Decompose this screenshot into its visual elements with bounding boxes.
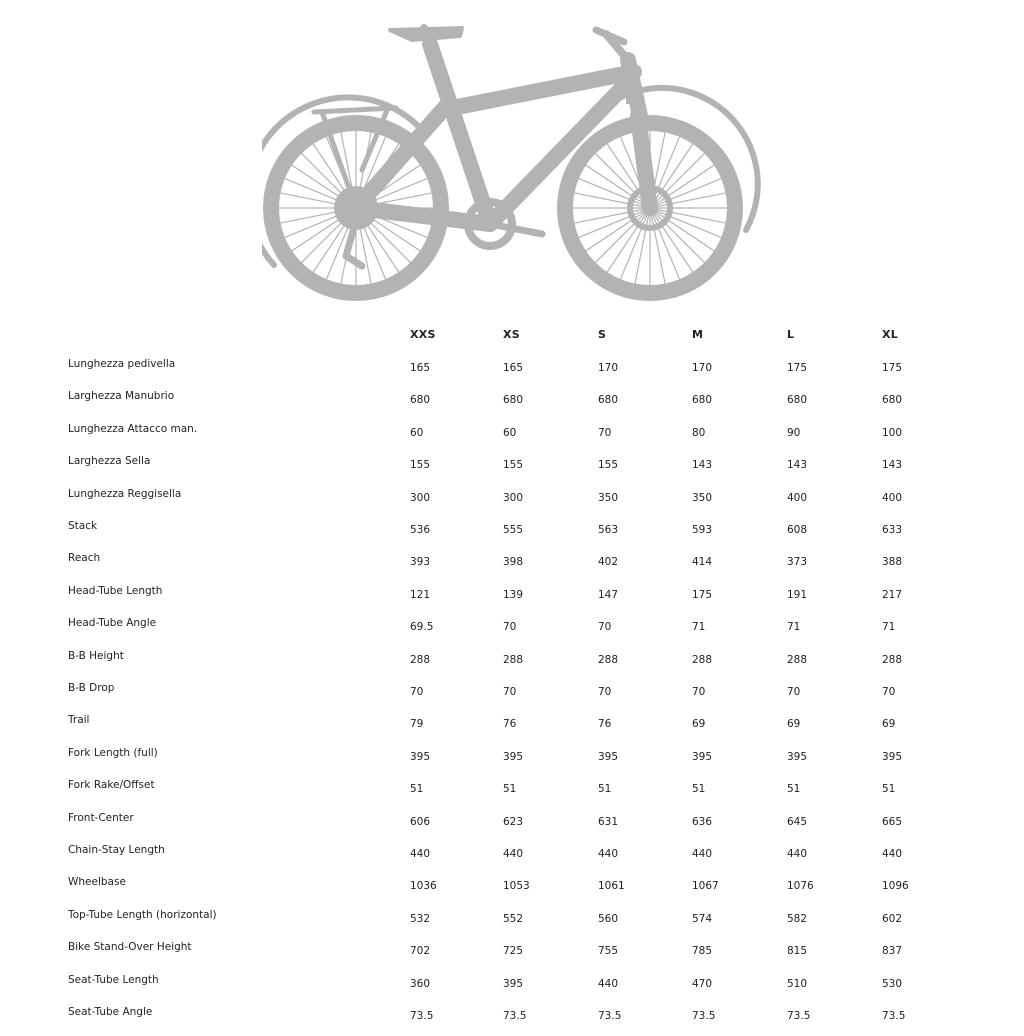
row-value-xs: 1053	[503, 880, 530, 893]
table-row	[0, 682, 1024, 712]
row-value-s: 563	[598, 524, 619, 536]
row-value-xl: 73.5	[882, 1010, 906, 1022]
row-value-s: 440	[598, 848, 619, 860]
table-row	[0, 779, 1024, 809]
row-value-xxs: 300	[410, 491, 431, 504]
row-value-xl: 175	[882, 362, 903, 374]
row-value-m: 395	[692, 750, 713, 763]
row-value-s: 1061	[598, 880, 625, 893]
table-row	[0, 390, 1024, 420]
row-value-s: 560	[598, 912, 619, 925]
row-value-xxs: 1036	[410, 880, 437, 893]
row-value-l: 510	[787, 977, 808, 990]
row-value-s: 147	[598, 588, 619, 601]
row-value-m: 288	[692, 653, 713, 666]
row-value-s: 70	[598, 686, 612, 698]
row-value-l: 191	[787, 588, 808, 601]
size-header-xl: XL	[882, 328, 899, 341]
table-row	[0, 617, 1024, 647]
row-value-xs: 555	[503, 524, 524, 536]
row-value-m: 785	[692, 945, 713, 958]
row-value-xxs: 51	[410, 783, 424, 796]
row-label: Larghezza Sella	[68, 455, 151, 468]
row-label: Chain-Stay Length	[68, 844, 165, 856]
row-value-m: 440	[692, 848, 713, 860]
row-value-xl: 633	[882, 524, 903, 536]
row-value-xl: 530	[882, 977, 903, 990]
row-value-s: 76	[598, 718, 612, 731]
row-value-m: 175	[692, 588, 713, 601]
row-value-xl: 1096	[882, 880, 909, 893]
row-value-xs: 70	[503, 621, 517, 634]
saddle	[390, 28, 462, 40]
table-row	[0, 455, 1024, 485]
row-value-l: 440	[787, 848, 808, 860]
row-value-m: 51	[692, 783, 706, 796]
row-value-l: 70	[787, 686, 801, 698]
row-value-m: 70	[692, 686, 706, 698]
row-value-m: 680	[692, 394, 713, 407]
row-value-s: 395	[598, 750, 619, 763]
row-label: Trail	[68, 714, 90, 727]
row-value-xl: 837	[882, 945, 903, 958]
row-label: Wheelbase	[68, 876, 126, 889]
row-value-s: 288	[598, 653, 619, 666]
row-value-xs: 60	[503, 426, 517, 439]
row-value-m: 574	[692, 912, 713, 925]
crank-arm	[490, 224, 542, 234]
row-value-xl: 71	[882, 621, 896, 634]
row-value-xxs: 532	[410, 912, 431, 925]
row-value-xl: 70	[882, 686, 896, 698]
row-value-xxs: 288	[410, 653, 431, 666]
row-value-l: 645	[787, 815, 808, 828]
row-value-l: 373	[787, 556, 808, 569]
table-row	[0, 876, 1024, 906]
bike-illustration	[262, 20, 762, 306]
row-value-xs: 165	[503, 362, 524, 374]
row-label: B-B Drop	[68, 682, 115, 694]
size-header-m: M	[692, 328, 704, 341]
table-row	[0, 747, 1024, 777]
row-value-xxs: 73.5	[410, 1010, 434, 1022]
row-label: Top-Tube Length (horizontal)	[68, 908, 217, 921]
table-row	[0, 585, 1024, 615]
row-value-xxs: 536	[410, 524, 431, 536]
row-value-m: 350	[692, 491, 713, 504]
row-value-xl: 217	[882, 588, 903, 601]
row-label: Seat-Tube Angle	[68, 1006, 153, 1018]
row-value-xl: 400	[882, 491, 903, 504]
row-value-l: 1076	[787, 880, 814, 893]
row-value-xl: 51	[882, 783, 896, 796]
row-value-xs: 51	[503, 783, 517, 796]
row-value-xxs: 70	[410, 686, 424, 698]
row-label: Lunghezza pedivella	[68, 358, 176, 370]
table-row	[0, 844, 1024, 874]
row-value-xl: 602	[882, 912, 903, 925]
row-value-xl: 388	[882, 556, 903, 569]
row-value-xxs: 121	[410, 588, 431, 601]
row-value-l: 582	[787, 912, 808, 925]
row-value-xxs: 69.5	[410, 621, 434, 634]
row-label: Lunghezza Reggisella	[68, 487, 182, 500]
row-value-m: 69	[692, 718, 706, 731]
row-value-m: 636	[692, 815, 713, 828]
row-value-xxs: 165	[410, 362, 431, 374]
row-label: Head-Tube Length	[68, 584, 163, 597]
row-value-m: 80	[692, 426, 706, 439]
row-label: Front-Center	[68, 811, 134, 824]
table-row	[0, 423, 1024, 453]
row-value-xs: 440	[503, 848, 524, 860]
row-value-l: 51	[787, 783, 801, 796]
row-value-xxs: 702	[410, 945, 431, 958]
row-value-l: 73.5	[787, 1010, 811, 1022]
row-value-s: 155	[598, 459, 619, 472]
row-value-xl: 100	[882, 426, 903, 439]
row-value-xxs: 79	[410, 718, 424, 731]
row-value-xxs: 680	[410, 394, 431, 407]
row-label: Fork Length (full)	[68, 746, 158, 759]
row-value-m: 414	[692, 556, 713, 569]
row-value-s: 51	[598, 783, 612, 796]
row-value-xs: 395	[503, 750, 524, 763]
row-value-m: 1067	[692, 880, 719, 893]
row-value-s: 73.5	[598, 1010, 622, 1022]
front-light	[626, 90, 638, 104]
row-value-s: 631	[598, 815, 619, 828]
row-value-l: 395	[787, 750, 808, 763]
table-row	[0, 488, 1024, 518]
row-value-s: 440	[598, 977, 619, 990]
table-row	[0, 552, 1024, 582]
table-row	[0, 358, 1024, 388]
table-row	[0, 909, 1024, 939]
row-value-s: 755	[598, 945, 619, 958]
row-value-xl: 395	[882, 750, 903, 763]
row-value-xs: 139	[503, 588, 524, 601]
row-value-l: 608	[787, 524, 808, 536]
size-header-xxs: XXS	[410, 328, 436, 341]
row-value-m: 593	[692, 524, 713, 536]
row-label: Reach	[68, 552, 101, 565]
row-value-xxs: 395	[410, 750, 431, 763]
row-value-xs: 73.5	[503, 1010, 527, 1022]
row-value-l: 815	[787, 945, 808, 958]
table-row	[0, 650, 1024, 680]
row-value-xs: 288	[503, 653, 524, 666]
row-label: Seat-Tube Length	[68, 973, 159, 986]
row-value-xs: 552	[503, 912, 524, 925]
row-value-xl: 680	[882, 394, 903, 407]
row-value-s: 402	[598, 556, 619, 569]
bike-silhouette	[262, 20, 762, 306]
row-value-l: 69	[787, 718, 801, 731]
row-value-xxs: 440	[410, 848, 431, 860]
row-value-m: 71	[692, 621, 706, 634]
table-row	[0, 941, 1024, 971]
row-value-xxs: 60	[410, 426, 424, 439]
row-value-m: 470	[692, 977, 713, 990]
table-row	[0, 1006, 1024, 1036]
row-value-m: 73.5	[692, 1010, 716, 1022]
table-row	[0, 812, 1024, 842]
row-value-xl: 440	[882, 848, 903, 860]
size-header-xs: XS	[503, 328, 521, 341]
row-label: Bike Stand-Over Height	[68, 941, 192, 954]
row-value-xxs: 393	[410, 556, 431, 569]
row-value-xs: 725	[503, 945, 524, 958]
row-value-xs: 70	[503, 686, 517, 698]
size-header-s: S	[598, 328, 607, 341]
row-label: Larghezza Manubrio	[68, 390, 175, 403]
row-value-m: 170	[692, 362, 713, 374]
row-label: B-B Height	[68, 649, 124, 662]
row-value-xs: 76	[503, 718, 517, 731]
row-value-xs: 398	[503, 556, 524, 569]
row-value-xs: 300	[503, 491, 524, 504]
row-value-l: 90	[787, 426, 801, 439]
row-value-xs: 155	[503, 459, 524, 472]
row-label: Stack	[68, 520, 98, 532]
row-value-s: 350	[598, 491, 619, 504]
row-value-l: 680	[787, 394, 808, 407]
row-value-l: 71	[787, 621, 801, 634]
row-value-s: 170	[598, 362, 619, 374]
row-value-s: 70	[598, 621, 612, 634]
row-value-l: 175	[787, 362, 808, 374]
row-value-l: 288	[787, 653, 808, 666]
row-value-l: 400	[787, 491, 808, 504]
table-row	[0, 714, 1024, 744]
row-value-xl: 665	[882, 815, 903, 828]
size-header-l: L	[787, 328, 795, 341]
table-row	[0, 520, 1024, 550]
row-value-xl: 69	[882, 718, 896, 731]
row-label: Fork Rake/Offset	[68, 779, 155, 792]
row-value-xs: 395	[503, 977, 524, 990]
row-value-xl: 143	[882, 459, 903, 472]
row-value-xs: 623	[503, 815, 524, 828]
row-value-xxs: 155	[410, 459, 431, 472]
row-value-xl: 288	[882, 653, 903, 666]
row-value-xs: 680	[503, 394, 524, 407]
row-value-s: 70	[598, 426, 612, 439]
row-value-s: 680	[598, 394, 619, 407]
row-value-xxs: 360	[410, 977, 431, 990]
row-value-l: 143	[787, 459, 808, 472]
table-row	[0, 974, 1024, 1004]
row-value-xxs: 606	[410, 815, 431, 828]
row-label: Head-Tube Angle	[68, 617, 157, 630]
row-value-m: 143	[692, 459, 713, 472]
row-label: Lunghezza Attacco man.	[68, 422, 198, 435]
